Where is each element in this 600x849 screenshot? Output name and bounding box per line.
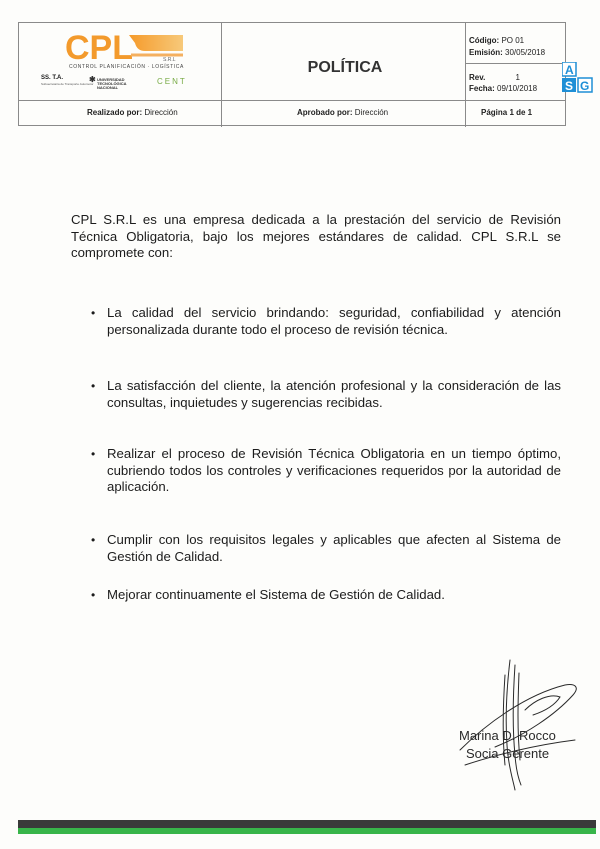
asg-g: G bbox=[580, 79, 590, 93]
ssta-logo bbox=[41, 75, 94, 86]
cpl-logo bbox=[65, 29, 185, 65]
footer-bar-green bbox=[18, 828, 596, 834]
list-item bbox=[91, 532, 561, 565]
aprobado-label: Aprobado por: bbox=[297, 108, 353, 117]
list-item-text: Realizar el proceso de Revisión Técnica Obligatoria en un tiempo óptimo, cubriendo todos los controles y verificaciones requeridos por la autoridad de aplicación. bbox=[107, 446, 561, 494]
codigo-field bbox=[469, 36, 524, 45]
codigo-label: Código: bbox=[469, 36, 500, 45]
asg-a: A bbox=[565, 63, 574, 77]
bullet-icon: • bbox=[91, 447, 96, 461]
signatory-role: Socia Gerente bbox=[466, 746, 550, 761]
intro-paragraph: CPL S.R.L es una empresa dedicada a la prestación del servicio de Revisión Técnica Obligatoria, bajo los mejores estándares de calidad. CPL S.R.L se compromete con: bbox=[71, 212, 561, 260]
document-header bbox=[18, 22, 566, 126]
codigo-value: PO 01 bbox=[501, 36, 525, 45]
list-item bbox=[91, 446, 561, 496]
emision-label: Emisión: bbox=[469, 48, 503, 57]
list-item bbox=[91, 587, 561, 604]
signature-scribble bbox=[455, 655, 585, 795]
fecha-field bbox=[469, 84, 537, 93]
realizado-field bbox=[87, 108, 178, 117]
list-item-text: La satisfacción del cliente, la atención profesional y la consideración de las consultas, inquietudes y sugerencias recibidas. bbox=[107, 378, 561, 410]
list-item bbox=[91, 305, 561, 338]
utn-logo bbox=[89, 75, 141, 90]
svg-text:CPL: CPL bbox=[65, 29, 133, 65]
utn-label: UNIVERSIDAD TECNOLÓGICA NACIONAL bbox=[97, 77, 127, 90]
page-number: Página 1 de 1 bbox=[481, 108, 533, 117]
logo-tagline: CONTROL PLANIFICACIÓN · LOGÍSTICA bbox=[69, 64, 184, 70]
rev-field bbox=[469, 73, 520, 82]
header-divider bbox=[221, 23, 222, 127]
bullet-icon: • bbox=[91, 533, 96, 547]
list-item-text: Cumplir con los requisitos legales y aplicables que afecten al Sistema de Gestión de Calidad. bbox=[107, 532, 561, 564]
list-item-text: Mejorar continuamente el Sistema de Gestión de Calidad. bbox=[107, 587, 445, 602]
header-divider bbox=[465, 63, 566, 64]
rev-label: Rev. bbox=[469, 73, 486, 82]
bullet-icon: • bbox=[91, 306, 96, 320]
bullet-icon: • bbox=[91, 588, 96, 602]
bullet-icon: • bbox=[91, 379, 96, 393]
emision-field bbox=[469, 48, 545, 57]
realizado-value: Dirección bbox=[144, 108, 178, 117]
ssta-label: SS. T.A. bbox=[41, 75, 64, 81]
rev-value: 1 bbox=[515, 73, 520, 82]
page-title: POLÍTICA bbox=[307, 59, 383, 76]
signatory-name: Marina D. Rocco bbox=[459, 728, 556, 743]
footer-bar-dark bbox=[18, 820, 596, 828]
aprobado-field bbox=[297, 108, 388, 117]
aprobado-value: Dirección bbox=[354, 108, 389, 117]
fecha-label: Fecha: bbox=[469, 84, 495, 93]
list-item bbox=[91, 378, 561, 411]
asg-logo bbox=[562, 62, 594, 94]
realizado-label: Realizado por: bbox=[87, 108, 143, 117]
logo-suffix: S.R.L bbox=[163, 57, 176, 63]
list-item-text: La calidad del servicio brindando: seguridad, confiabilidad y atención personalizada durante todo el proceso de revisión técnica. bbox=[107, 305, 561, 337]
asg-s: S bbox=[565, 79, 574, 93]
utn-icon: ✱ bbox=[89, 75, 96, 84]
header-divider bbox=[19, 100, 566, 101]
emision-value: 30/05/2018 bbox=[505, 48, 546, 57]
fecha-value: 09/10/2018 bbox=[497, 84, 538, 93]
cent-logo: CENT bbox=[157, 77, 187, 86]
ssta-sub: Subsecretaría de Transporte Automotor bbox=[41, 82, 94, 86]
